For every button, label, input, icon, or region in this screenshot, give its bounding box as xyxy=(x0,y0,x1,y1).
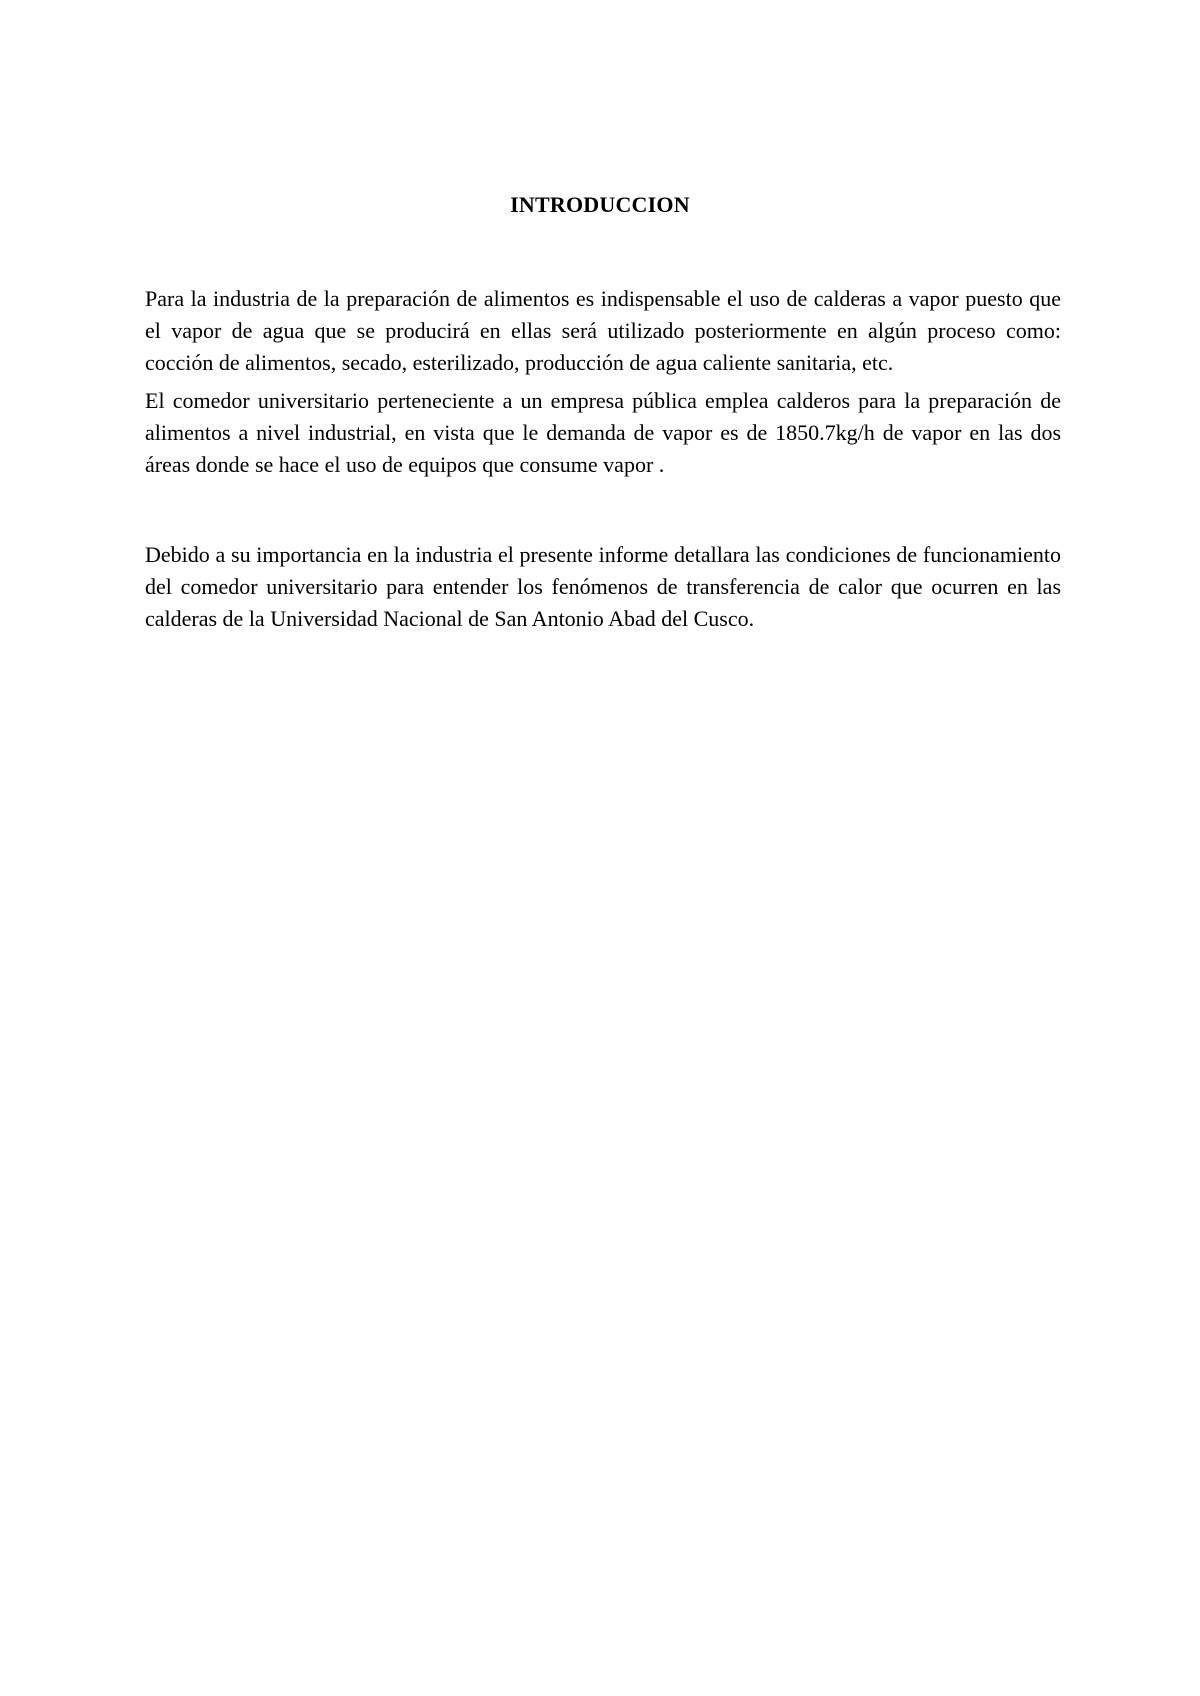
paragraph-importancia: Debido a su importancia en la industria el presente informe detallara las condiciones de funcionamiento del comedor universitario para entender los fenómenos de transferencia de calor que ocurren en las calderas de la Universidad Nacional de San Antonio Abad del Cusco. xyxy=(145,542,1061,631)
paragraph-comedor: El comedor universitario perteneciente a un empresa pública emplea calderos para la preparación de alimentos a nivel industrial, en vista que le demanda de vapor es de 1850.7kg/h de vapor en las dos áreas donde se hace el uso de equipos que consume vapor . xyxy=(145,388,1061,477)
paragraph-intro: Para la industria de la preparación de alimentos es indispensable el uso de calderas a vapor puesto que el vapor de agua que se producirá en ellas será utilizado posteriormente en algún proceso como: cocción de alimentos, secado, esterilizado, producción de agua caliente sanitaria, etc. xyxy=(145,286,1061,375)
page-title: INTRODUCCION xyxy=(510,192,690,217)
document-body xyxy=(145,283,1061,635)
